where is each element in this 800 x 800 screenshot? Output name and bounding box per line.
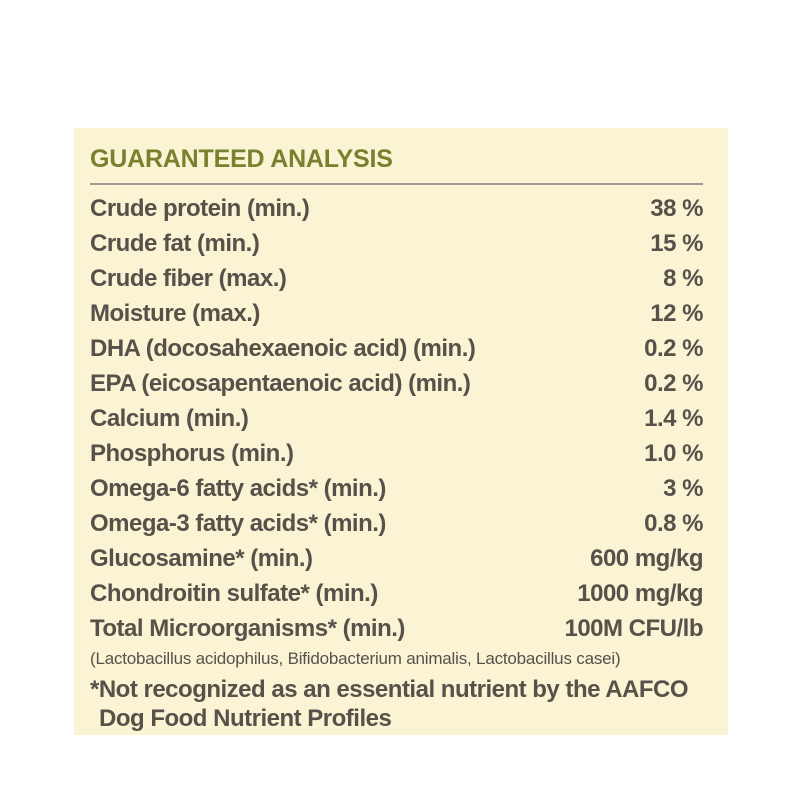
panel-title: GUARANTEED ANALYSIS xyxy=(90,145,393,173)
nutrient-name: Crude fat (min.) xyxy=(90,229,260,257)
nutrient-value: 38 % xyxy=(650,194,703,222)
table-row xyxy=(90,261,703,296)
nutrient-value: 15 % xyxy=(650,229,703,257)
guaranteed-analysis-panel xyxy=(74,128,728,735)
nutrient-value: 12 % xyxy=(650,299,703,327)
table-row xyxy=(90,331,703,366)
nutrient-name: Chondroitin sulfate* (min.) xyxy=(90,579,378,607)
nutrient-table xyxy=(90,191,703,646)
nutrient-name: EPA (eicosapentaenoic acid) (min.) xyxy=(90,369,471,397)
title-underline-rule xyxy=(90,183,703,185)
nutrient-name: Omega-3 fatty acids* (min.) xyxy=(90,509,386,537)
nutrient-name: Total Microorganisms* (min.) xyxy=(90,614,405,642)
nutrient-name: Glucosamine* (min.) xyxy=(90,544,313,572)
table-row xyxy=(90,296,703,331)
footnote-line-2: Dog Food Nutrient Profiles xyxy=(99,705,392,732)
microorganisms-detail: (Lactobacillus acidophilus, Bifidobacterium animalis, Lactobacillus casei) xyxy=(90,649,621,668)
nutrient-name: Phosphorus (min.) xyxy=(90,439,294,467)
footnote-line-1: *Not recognized as an essential nutrient by the AAFCO xyxy=(90,676,689,703)
table-row xyxy=(90,436,703,471)
nutrient-value: 1.0 % xyxy=(644,439,703,467)
aafco-footnote xyxy=(90,675,703,733)
table-row xyxy=(90,366,703,401)
nutrient-value: 0.2 % xyxy=(644,369,703,397)
table-row xyxy=(90,611,703,646)
table-row xyxy=(90,471,703,506)
nutrient-value: 3 % xyxy=(663,474,703,502)
nutrient-name: Crude protein (min.) xyxy=(90,194,310,222)
nutrient-name: Calcium (min.) xyxy=(90,404,249,432)
nutrient-value: 8 % xyxy=(663,264,703,292)
table-row xyxy=(90,576,703,611)
nutrient-value: 100M CFU/lb xyxy=(564,614,703,642)
table-row xyxy=(90,191,703,226)
nutrient-value: 0.8 % xyxy=(644,509,703,537)
nutrient-name: Moisture (max.) xyxy=(90,299,260,327)
table-row xyxy=(90,541,703,576)
nutrient-name: Crude fiber (max.) xyxy=(90,264,287,292)
nutrient-name: Omega-6 fatty acids* (min.) xyxy=(90,474,386,502)
table-row xyxy=(90,401,703,436)
nutrient-value: 1000 mg/kg xyxy=(577,579,703,607)
nutrient-name: DHA (docosahexaenoic acid) (min.) xyxy=(90,334,476,362)
nutrient-value: 0.2 % xyxy=(644,334,703,362)
nutrient-value: 600 mg/kg xyxy=(590,544,703,572)
table-row xyxy=(90,226,703,261)
nutrient-value: 1.4 % xyxy=(644,404,703,432)
table-row xyxy=(90,506,703,541)
